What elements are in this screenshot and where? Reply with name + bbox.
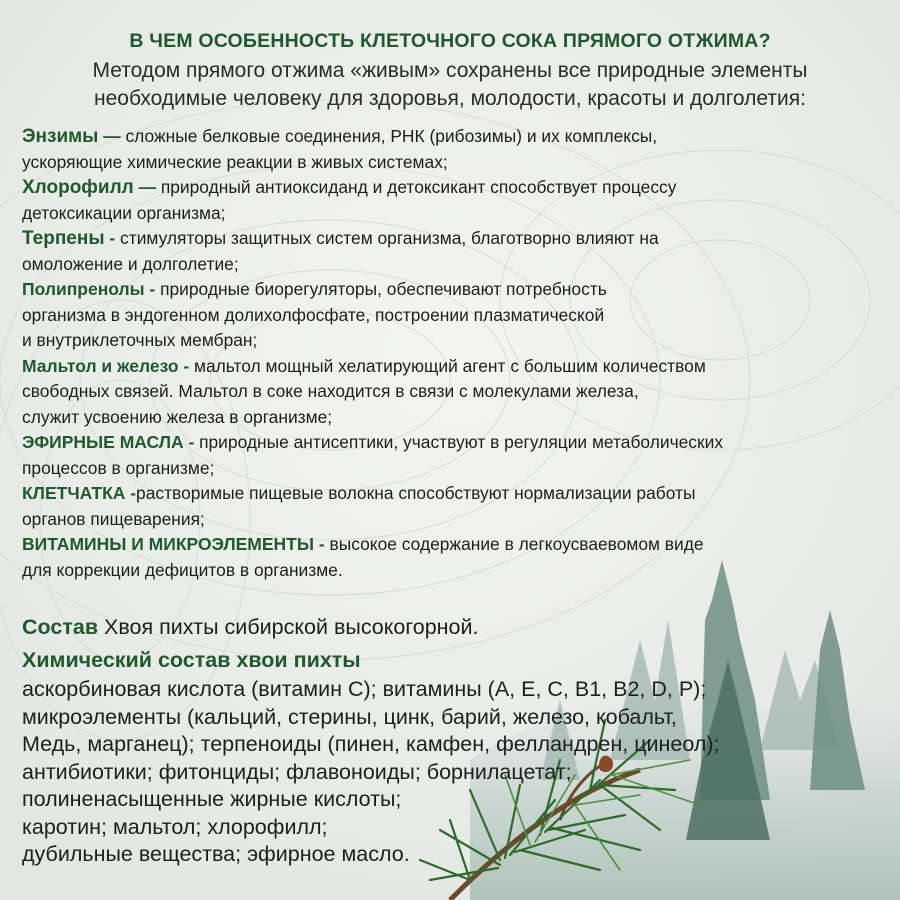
chemical-line: Медь, марганец); терпеноиды (пинен, камфен, фелландрен, цинеол); xyxy=(22,732,720,756)
list-item: ВИТАМИНЫ И МИКРОЭЛЕМЕНТЫ - высокое содержание в легкоусваевомом виде для коррекции дефицитов в организме. xyxy=(22,532,892,583)
subtitle-line: Методом прямого отжима «живым» сохранены все природные элементы xyxy=(92,59,808,82)
list-item: КЛЕТЧАТКА -растворимые пищевые волокна способствуют нормализации работы органов пищеварения; xyxy=(22,481,892,532)
chemical-line: дубильные вещества; эфирное масло. xyxy=(22,842,410,866)
chemical-line: антибиотики; фитонциды; флавоноиды; борнилацетат; xyxy=(22,759,572,784)
item-text: стимуляторы защитных систем организма, благотворно влияют на xyxy=(120,228,659,248)
item-text: растворимые пищевые волокна способствуют нормализации работы xyxy=(136,483,696,503)
item-text: высокое содержание в легкоусваевомом виде xyxy=(329,534,704,554)
item-text: природные биорегуляторы, обеспечивают потребность xyxy=(160,279,607,299)
item-term: Терпены xyxy=(22,228,105,249)
item-term: ЭФИРНЫЕ МАСЛА xyxy=(22,432,184,452)
subtitle-line: необходимые человеку для здоровья, молодости, красоты и долголетия: xyxy=(94,87,806,110)
composition-value: Хвоя пихты сибирской высокогорной. xyxy=(104,615,479,639)
chemical-line: микроэлементы (кальций, стерины, цинк, барий, железо, кобальт, xyxy=(22,704,677,729)
item-text: служит усвоению железа в организме; xyxy=(22,406,333,427)
item-text: и внутриклеточных мембран; xyxy=(22,330,258,350)
list-item: ЭФИРНЫЕ МАСЛА - природные антисептики, участвуют в регуляции метаболических процессов в организме; xyxy=(22,430,892,481)
item-text: процессов в организме; xyxy=(22,457,215,478)
list-item: Мальтол и железо - мальтол мощный хелатирующий агент с большим количеством свободных связей. Мальтол в соке находится в связи с молекулами железа, служит усвоению железа в организме; xyxy=(22,354,892,431)
item-term: ВИТАМИНЫ И МИКРОЭЛЕМЕНТЫ xyxy=(22,534,315,554)
item-text: природный антиоксиданд и детоксикант способствует процессу xyxy=(160,177,677,197)
subtitle xyxy=(0,57,900,113)
item-term: Полипренолы xyxy=(22,279,145,299)
item-text: сложные белковые соединения, РНК (рибозимы) и их комплексы, xyxy=(125,126,658,146)
item-text: органов пищеварения; xyxy=(22,508,205,529)
item-text: организма в эндогенном долихолфосфате, построении плазматической xyxy=(22,304,605,325)
list-item: Хлорофилл — природный антиоксиданд и детоксикант способствует процессу детоксикации организма; xyxy=(22,175,892,226)
item-text: мальтол мощный хелатирующий агент с большим количеством xyxy=(194,355,706,376)
list-item: Энзимы — сложные белковые соединения, РНК (рибозимы) и их комплексы, ускоряющие химические реакции в живых системах; xyxy=(22,124,892,175)
item-text: свободных связей. Мальтол в соке находится в связи с молекулами железа, xyxy=(22,381,639,401)
composition-label: Состав xyxy=(22,615,99,639)
list-item: Терпены - стимуляторы защитных систем организма, благотворно влияют на омоложение и долголетие; xyxy=(22,226,892,277)
item-text: детоксикации организма; xyxy=(22,202,226,223)
item-text: омоложение и долголетие; xyxy=(22,253,239,274)
composition-line xyxy=(22,610,882,644)
item-term: Энзимы xyxy=(22,126,99,147)
chemical-line: полиненасыщенные жирные кислоты; xyxy=(22,787,402,811)
item-text: для коррекции дефицитов в организме. xyxy=(22,559,343,580)
chemical-title: Химический состав хвои пихты xyxy=(22,648,361,672)
benefits-list xyxy=(22,124,892,583)
item-term: Мальтол и железо xyxy=(22,355,179,376)
item-term: КЛЕТЧАТКА xyxy=(22,483,126,503)
item-text: ускоряющие химические реакции в живых системах; xyxy=(22,151,448,172)
list-item: Полипренолы - природные биорегуляторы, обеспечивают потребность организма в эндогенном долихолфосфате, построении плазматической и внутриклеточных мембран; xyxy=(22,277,892,354)
item-text: природные антисептики, участвуют в регуляции метаболических xyxy=(199,432,724,452)
page-title: В ЧЕМ ОСОБЕННОСТЬ КЛЕТОЧНОГО СОКА ПРЯМОГО ОТЖИМА? xyxy=(129,30,771,52)
composition-section xyxy=(22,610,882,869)
chemical-line: каротин; мальтол; хлорофилл; xyxy=(22,814,328,839)
chemical-line: аскорбиновая кислота (витамин С); витамины (А, Е, С, В1, В2, D, Р); xyxy=(22,677,707,701)
item-term: Хлорофилл xyxy=(22,177,134,198)
